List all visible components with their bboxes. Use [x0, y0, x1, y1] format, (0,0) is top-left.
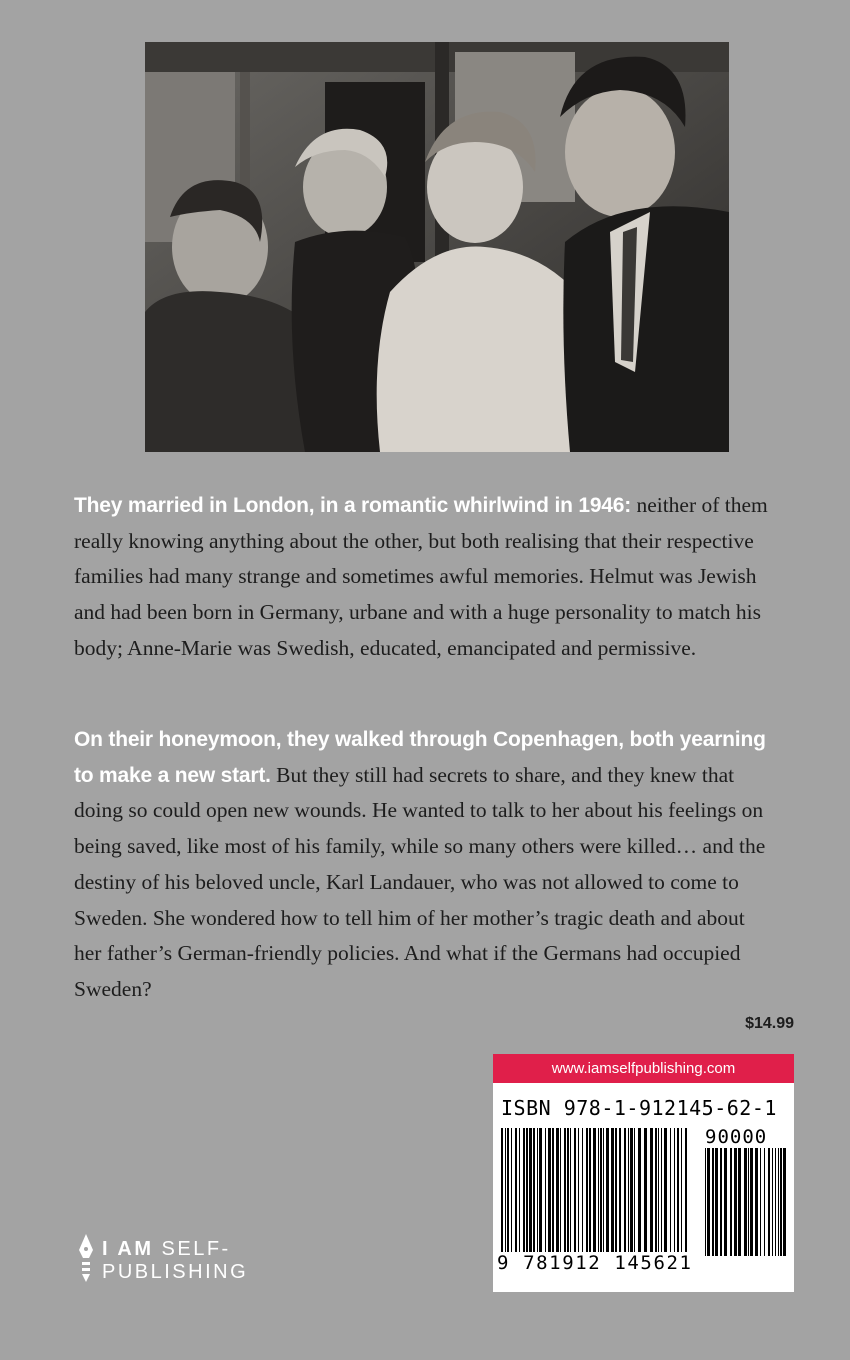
- barcode-bar: [501, 1128, 503, 1256]
- barcode-bar: [674, 1128, 675, 1256]
- barcode-bar: [567, 1128, 569, 1256]
- barcode-bar: [670, 1128, 671, 1256]
- barcode-bar: [772, 1148, 773, 1256]
- isbn-text: ISBN 978-1-912145-62-1: [501, 1096, 777, 1120]
- barcode-bar: [539, 1128, 542, 1256]
- barcode-bar: [783, 1148, 786, 1256]
- addon-barcode: [705, 1148, 787, 1256]
- blurb-paragraph-1: [74, 488, 776, 667]
- barcode-bar: [552, 1128, 554, 1256]
- barcode-bar: [748, 1148, 749, 1256]
- cover-photo: [145, 42, 729, 452]
- barcode-bar: [677, 1128, 679, 1256]
- barcode-bar: [760, 1148, 761, 1256]
- barcode-bar: [570, 1128, 571, 1256]
- barcode-bar: [778, 1148, 779, 1256]
- barcode-panel: [493, 1054, 794, 1292]
- barcode-bar: [556, 1128, 559, 1256]
- price-code: 90000: [705, 1126, 768, 1148]
- barcode-bar: [582, 1128, 583, 1256]
- blurb-2-body: But they still had secrets to share, and they knew that doing so could open new wounds. He wanted to talk to her about his feelings on being saved, like most of his family, while so many others were killed… and the destiny of his beloved uncle, Karl Landauer, who was not allowed to come to Sweden. She wondered how to tell him of her mother’s tragic death and about her father’s German-friendly policies. And what if the Germans had occupied Sweden?: [74, 762, 766, 1001]
- barcode-bar: [523, 1128, 525, 1256]
- barcode-bar: [707, 1148, 710, 1256]
- barcode-bar: [519, 1128, 520, 1256]
- barcode-bar: [600, 1128, 602, 1256]
- barcode-bar: [664, 1128, 667, 1256]
- barcode-bar: [720, 1148, 722, 1256]
- logo-self: SELF-: [153, 1238, 231, 1260]
- barcode-bar: [515, 1128, 517, 1256]
- barcode-bar: [589, 1128, 591, 1256]
- barcode-bar: [598, 1128, 599, 1256]
- barcode-bar: [715, 1148, 718, 1256]
- barcode-bar: [533, 1128, 535, 1256]
- barcode-bar: [738, 1148, 741, 1256]
- barcode-bar: [681, 1128, 682, 1256]
- barcode-bar: [619, 1128, 621, 1256]
- barcode-bar: [630, 1128, 633, 1256]
- barcode-bar: [505, 1128, 506, 1256]
- barcode-bar: [564, 1128, 566, 1256]
- barcode-bar: [644, 1128, 647, 1256]
- barcode-bar: [593, 1128, 596, 1256]
- barcode-bar: [624, 1128, 626, 1256]
- barcode-bar: [628, 1128, 629, 1256]
- barcode-bar: [661, 1128, 662, 1256]
- barcode-bar: [764, 1148, 765, 1256]
- ean-digits: 9 781912 145621: [497, 1252, 693, 1274]
- publisher-logo: [76, 1232, 276, 1288]
- logo-line-1: [102, 1238, 231, 1261]
- blurb-2-lead: On their honeymoon, they walked through Copenhagen, both yearning to make a new start.: [74, 728, 766, 787]
- barcode-bar: [768, 1148, 770, 1256]
- publisher-url[interactable]: www.iamselfpublishing.com: [493, 1054, 794, 1083]
- barcode-bar: [537, 1128, 538, 1256]
- barcode-bar: [578, 1128, 579, 1256]
- photo-illustration: [145, 42, 729, 452]
- barcode-bar: [606, 1128, 609, 1256]
- barcode-bar: [730, 1148, 732, 1256]
- barcode-bar: [511, 1128, 512, 1256]
- barcode-bar: [615, 1128, 617, 1256]
- barcode-bar: [574, 1128, 576, 1256]
- logo-line-2: PUBLISHING: [102, 1261, 249, 1283]
- barcode-bar: [611, 1128, 614, 1256]
- barcode-bar: [755, 1148, 758, 1256]
- barcode-bar: [705, 1148, 706, 1256]
- blurb-1-body: neither of them really knowing anything about the other, but both realising that their respective families had many strange and sometimes awful memories. Helmut was Jewish and had been born in Germany, urbane and with a huge personality to match his body; Anne-Marie was Swedish, educated, emancipated and permissive.: [74, 493, 768, 660]
- logo-i-am: I AM: [102, 1238, 154, 1260]
- barcode-bar: [685, 1128, 687, 1256]
- barcode-bar: [780, 1148, 782, 1256]
- barcode-bar: [529, 1128, 532, 1256]
- barcode-bar: [658, 1128, 659, 1256]
- barcode-bar: [775, 1148, 776, 1256]
- price-label: $14.99: [745, 1015, 794, 1032]
- barcode-bar: [526, 1128, 528, 1256]
- barcode-bar: [750, 1148, 753, 1256]
- pen-nib-icon: [76, 1232, 96, 1288]
- ean-barcode: [501, 1128, 691, 1256]
- barcode-bar: [734, 1148, 737, 1256]
- barcode-bar: [655, 1128, 657, 1256]
- barcode-bar: [586, 1128, 588, 1256]
- barcode-bar: [548, 1128, 551, 1256]
- barcode-bar: [650, 1128, 653, 1256]
- barcode-bar: [638, 1128, 641, 1256]
- barcode-bar: [560, 1128, 561, 1256]
- barcode-bar: [744, 1148, 747, 1256]
- barcode-bar: [545, 1128, 546, 1256]
- barcode-bar: [603, 1128, 604, 1256]
- barcode-bar: [724, 1148, 727, 1256]
- barcode-bar: [634, 1128, 635, 1256]
- blurb-1-lead: They married in London, in a romantic whirlwind in 1946:: [74, 494, 632, 517]
- barcode-bar: [507, 1128, 509, 1256]
- blurb-paragraph-2: [74, 722, 776, 1008]
- barcode-bar: [712, 1148, 714, 1256]
